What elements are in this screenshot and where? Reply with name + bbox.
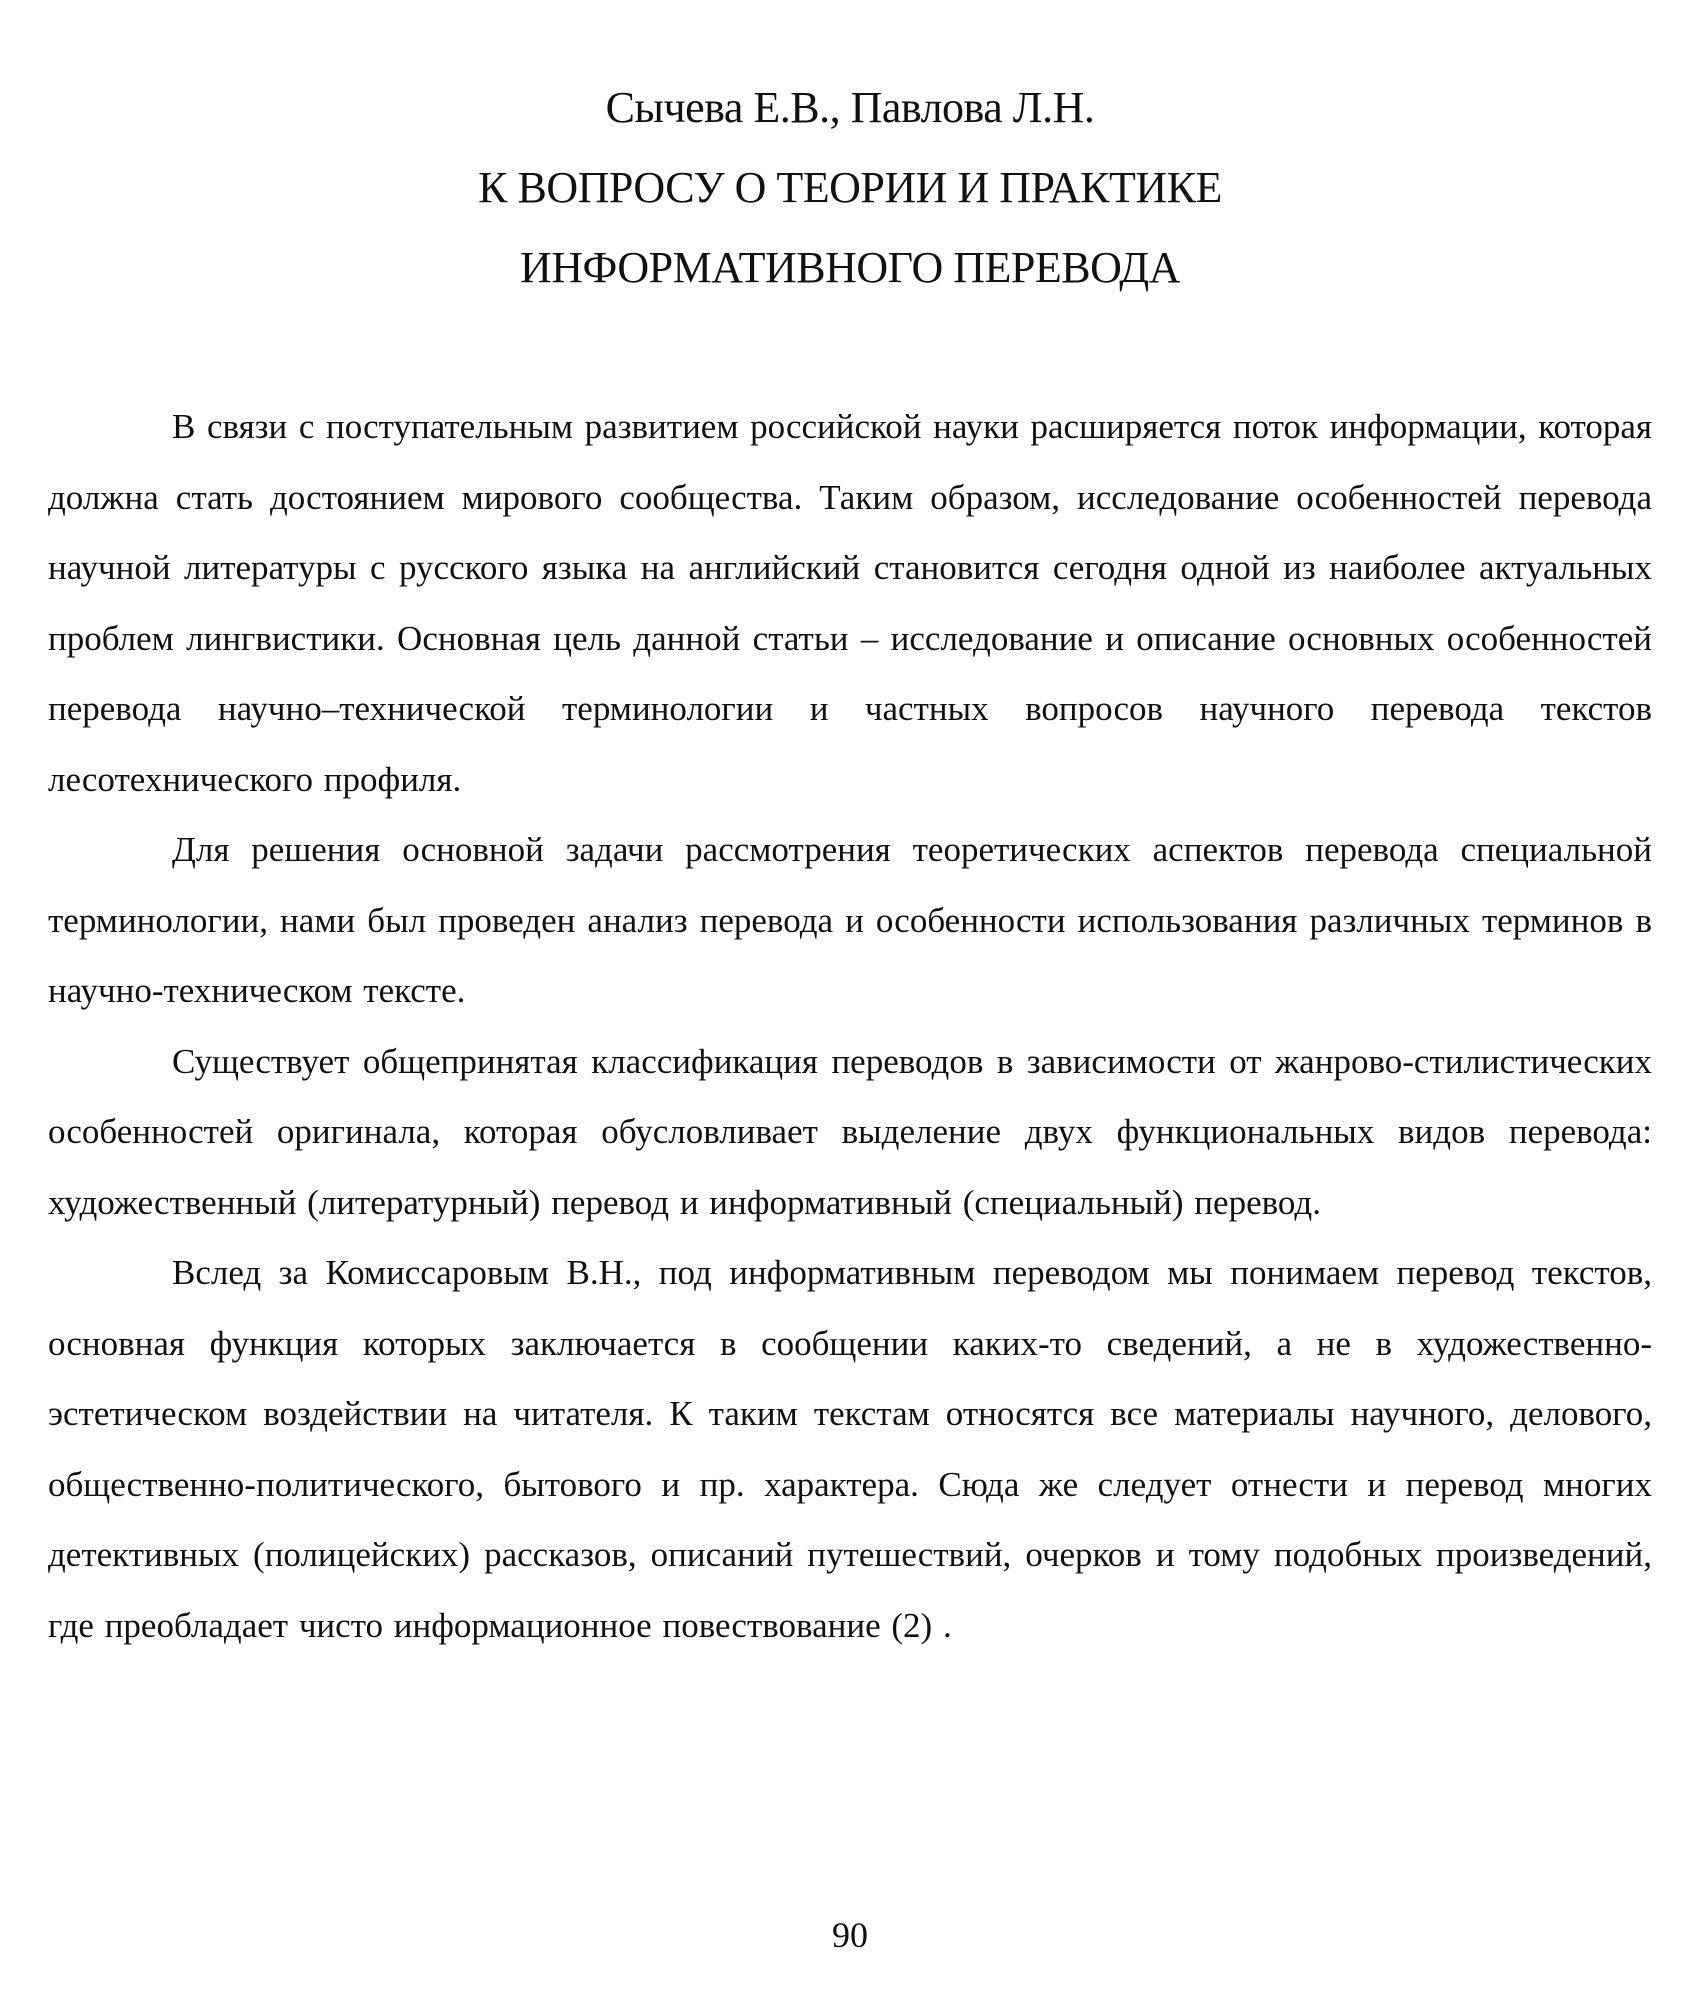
paragraph-1: В связи с поступательным развитием российской науки расширяется поток информации, которая должна стать достоянием мирового сообщества. Таким образом, исследование особенностей перевода научной литературы с русского языка на английский становится сегодня одной из наиболее актуальных проблем лингвистики. Основная цель данной статьи – исследование и описание основных особенностей перевода научно–технической терминологии и частных вопросов научного перевода текстов лесотехнического профиля. <box>48 407 1652 799</box>
article-body <box>48 392 1652 1661</box>
paragraph-2: Для решения основной задачи рассмотрения теоретических аспектов перевода специальной терминологии, нами был проведен анализ перевода и особенности использования различных терминов в научно-техническом тексте. <box>48 830 1652 1010</box>
article-title-line-1: К ВОПРОСУ О ТЕОРИИ И ПРАКТИКЕ <box>478 163 1222 212</box>
paragraph-4: Вслед за Комиссаровым В.Н., под информативным переводом мы понимаем перевод текстов, основная функция которых заключается в сообщении каких-то сведений, а не в художественно-эстетическом воздействии на читателя. К таким текстам относятся все материалы научного, делового, общественно-политического, бытового и пр. характера. Сюда же следует отнести и перевод многих детективных (полицейских) рассказов, описаний путешествий, очерков и тому подобных произведений, где преобладает чисто информационное повествование (2) . <box>48 1253 1652 1645</box>
page-number: 90 <box>832 1915 868 1955</box>
article-title-line-2: ИНФОРМАТИВНОГО ПЕРЕВОДА <box>519 243 1180 292</box>
authors-line: Сычева Е.В., Павлова Л.Н. <box>605 83 1095 132</box>
paragraph-3: Существует общепринятая классификация переводов в зависимости от жанрово-стилистических особенностей оригинала, которая обусловливает выделение двух функциональных видов перевода: художественный (литературный) перевод и информативный (специальный) перевод. <box>48 1041 1652 1222</box>
